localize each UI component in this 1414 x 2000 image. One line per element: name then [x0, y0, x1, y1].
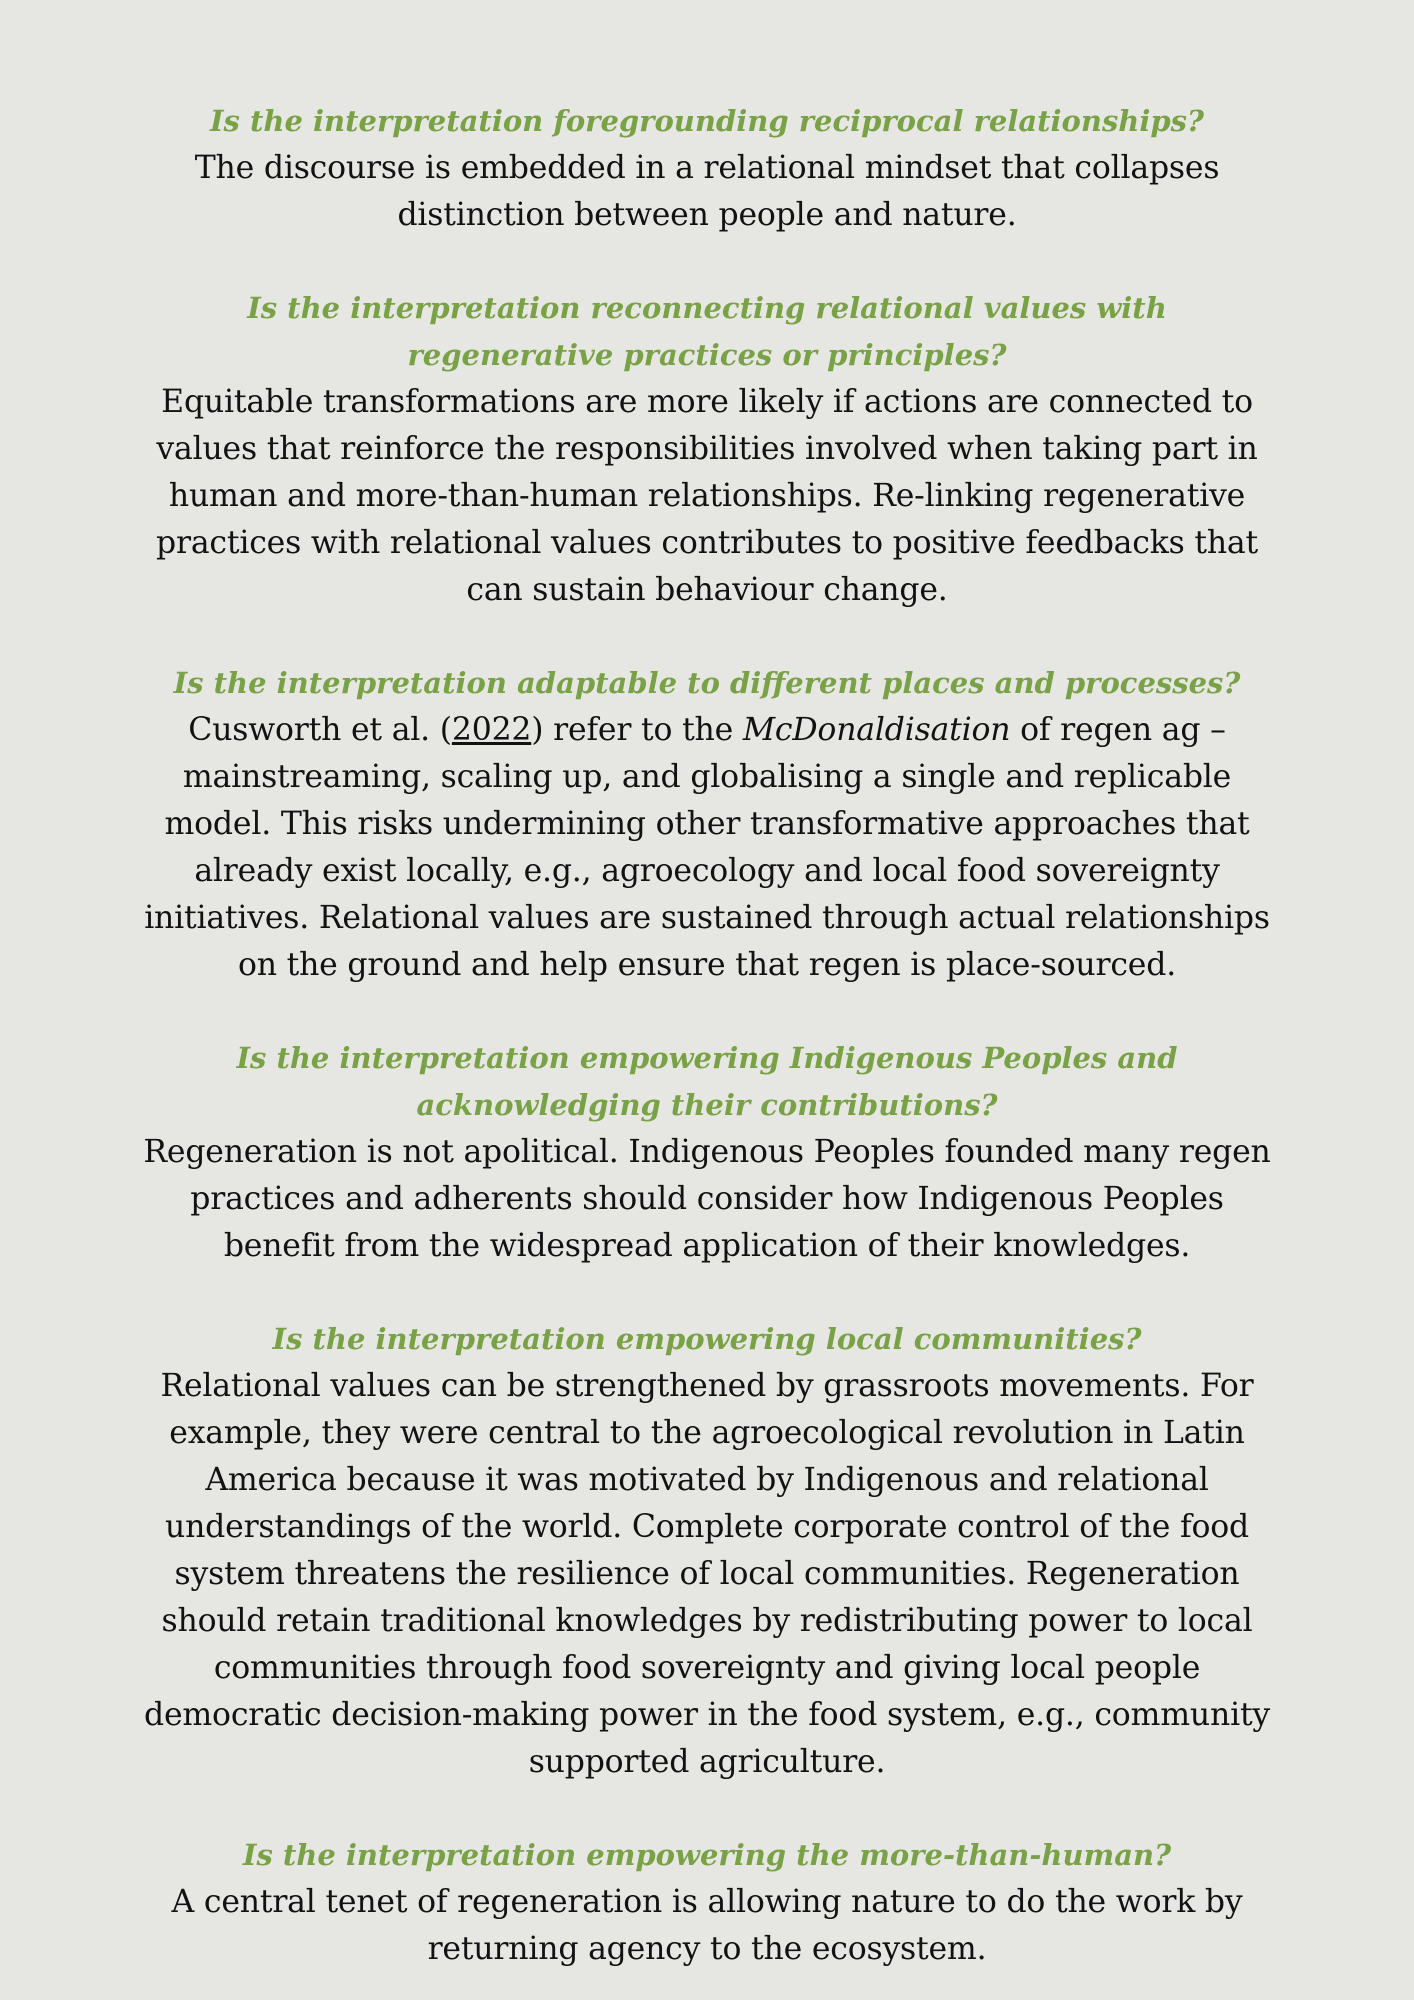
- section-heading: Is the interpretation foregrounding reciprocal relationships?: [209, 104, 1204, 138]
- section-body: The discourse is embedded in a relational mindset that collapses distinction between people and nature.: [194, 150, 1220, 233]
- section-body: Relational values can be strengthened by grassroots movements. For example, they were central to the agroecological revolution in Latin America because it was motivated by Indigenous and relational understandings of the world. Complete corporate control of the food system threatens the resilience of local communities. Regeneration should retain traditional knowledges by redistributing power to local communities through food sovereignty and giving local people democratic decision-making power in the food system, e.g., community supported agriculture.: [143, 1368, 1270, 1780]
- section-heading: Is the interpretation adaptable to different places and processes?: [173, 666, 1241, 700]
- section-heading: Is the interpretation empowering local communities?: [272, 1322, 1142, 1356]
- section-heading: Is the interpretation reconnecting relational values with regenerative practices or principles?: [247, 291, 1167, 372]
- section-relational-values: [140, 285, 1274, 614]
- section-indigenous-peoples: [140, 1035, 1274, 1270]
- body-text-post-ref: ) refer to the: [531, 712, 743, 748]
- section-body: A central tenet of regeneration is allowing nature to do the work by returning agency to the ecosystem.: [171, 1884, 1243, 1967]
- section-local-communities: [140, 1316, 1274, 1786]
- section-heading: Is the interpretation empowering Indigenous Peoples and acknowledging their contributions?: [236, 1041, 1178, 1122]
- section-reciprocal-relationships: [140, 98, 1274, 239]
- body-text-pre-ref: Cusworth et al. (: [188, 712, 452, 748]
- section-body: [140, 707, 1274, 989]
- section-adaptable: [140, 660, 1274, 989]
- citation-link[interactable]: 2022: [451, 712, 532, 748]
- section-body: Equitable transformations are more likely if actions are connected to values that reinforce the responsibilities involved when taking part in human and more-than-human relationships. Re-linking regenerative practices with relational values contributes to positive feedbacks that can sustain behaviour change.: [156, 384, 1258, 608]
- italic-term: McDonaldisation: [742, 712, 1011, 748]
- body-text-rest: of regen ag – mainstreaming, scaling up, and globalising a single and replicable model. This risks undermining other transformative approaches that already exist locally, e.g., agroecology and local food sovereignty initiatives. Relational values are sustained through actual relationships on the ground and help ensure that regen is place-sourced.: [144, 712, 1270, 983]
- section-more-than-human: [140, 1832, 1274, 1973]
- section-body: Regeneration is not apolitical. Indigenous Peoples founded many regen practices and adherents should consider how Indigenous Peoples benefit from the widespread application of their knowledges.: [143, 1134, 1271, 1264]
- section-heading: Is the interpretation empowering the more-than-human?: [242, 1838, 1172, 1872]
